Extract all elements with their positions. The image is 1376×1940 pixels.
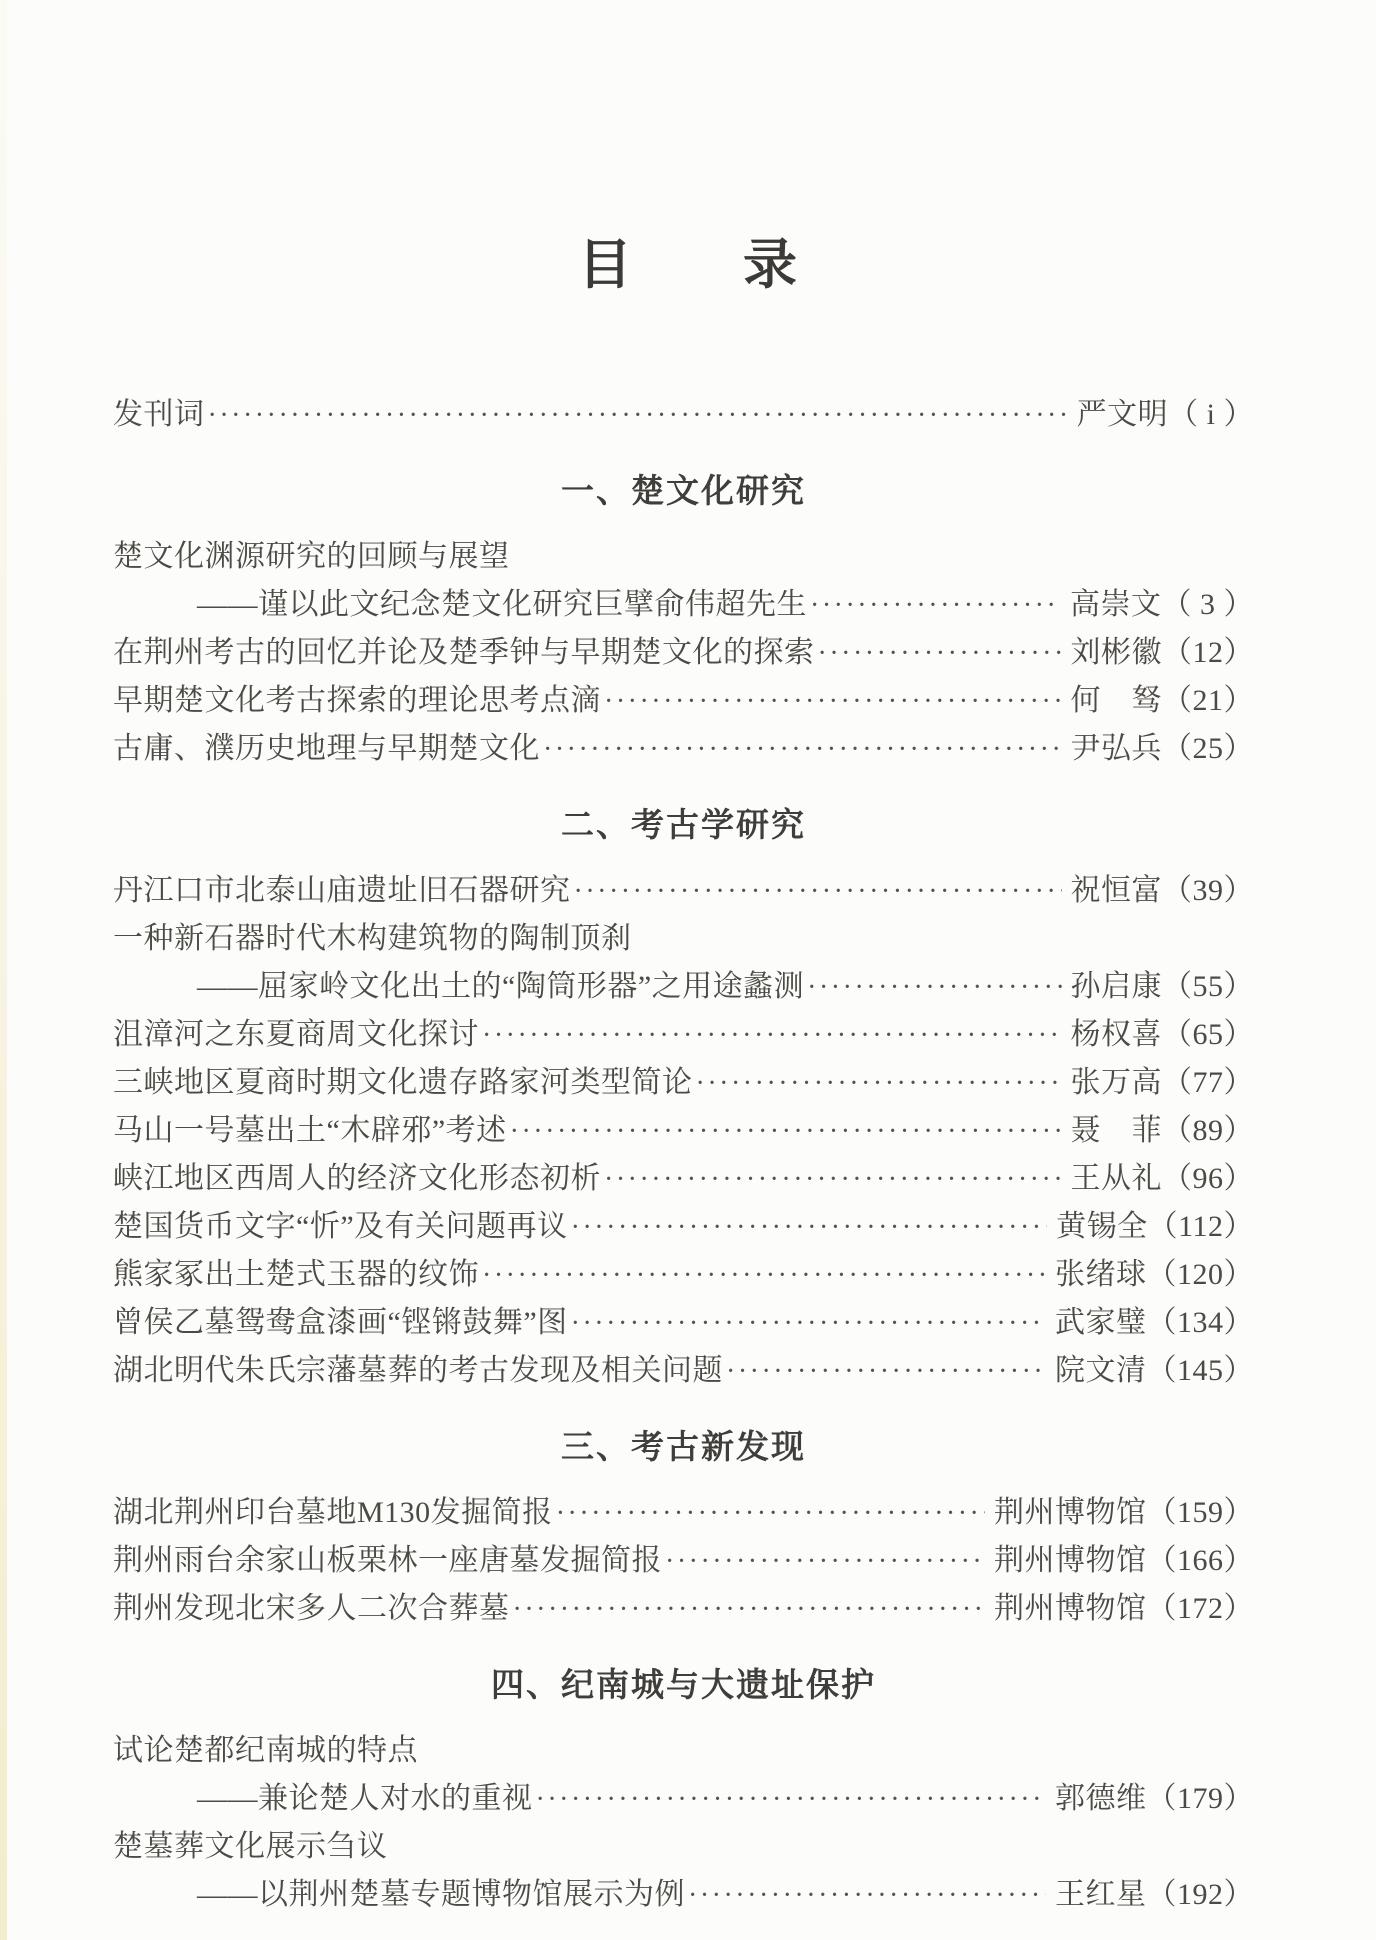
toc-entry-author: 院文清 (1055, 1354, 1147, 1387)
toc-entry-credit (988, 1537, 1254, 1585)
toc-entry-credit (1065, 963, 1255, 1011)
toc-entry-row (113, 391, 1254, 439)
toc-entry-page: （96） (1162, 1162, 1254, 1195)
toc-entry-title: 峡江地区西周人的经济文化形态初析 (113, 1162, 601, 1195)
toc-entry-page: （39） (1162, 874, 1254, 907)
toc-entry-subtitle: ——屈家岭文化出土的“陶筒形器”之用途蠡测 (197, 970, 805, 1003)
toc-entry-page: （12） (1162, 636, 1254, 669)
dot-leader (208, 392, 1068, 440)
dot-leader (726, 1348, 1046, 1396)
section-heading: 一、楚文化研究 (561, 472, 806, 509)
toc-entry-author: 王红星 (1055, 1878, 1147, 1911)
toc-entry-author: 孙启康 (1070, 970, 1162, 1003)
toc-entry-page: （55） (1162, 970, 1254, 1003)
toc-entry-row (113, 725, 1254, 773)
toc-entry-title: 在荆州考古的回忆并论及楚季钟与早期楚文化的探索 (113, 636, 815, 669)
toc-entry-row (113, 1871, 1254, 1919)
toc-entry-page: （179） (1146, 1782, 1254, 1815)
toc-entry-page: （25） (1162, 732, 1254, 765)
toc-entry-row (113, 629, 1254, 677)
toc-entry-author: 何 驽 (1070, 684, 1162, 717)
toc-entry-credit (988, 1585, 1254, 1633)
toc-entry-title: 曾侯乙墓鸳鸯盒漆画“铿锵鼓舞”图 (113, 1306, 568, 1339)
toc-entry-row (113, 1347, 1254, 1395)
toc-entry-credit (1050, 1203, 1254, 1251)
dot-leader (482, 1012, 1062, 1060)
toc-entry-page: （192） (1146, 1878, 1254, 1911)
toc-entry-title: 发刊词 (113, 398, 205, 431)
toc-entry-credit (1049, 1299, 1254, 1347)
toc-entry-credit (1065, 1011, 1255, 1059)
dot-leader (556, 1490, 985, 1538)
toc-entry-credit (1049, 1347, 1254, 1395)
dot-leader (574, 868, 1062, 916)
dot-leader (604, 1156, 1062, 1204)
dot-leader (807, 964, 1061, 1012)
toc-entry-author: 武家璧 (1055, 1306, 1147, 1339)
toc-entry-title: 沮漳河之东夏商周文化探讨 (113, 1018, 479, 1051)
toc-entry-page: （166） (1146, 1544, 1254, 1577)
toc-entry-subtitle: ——谨以此文纪念楚文化研究巨擘俞伟超先生 (197, 588, 807, 621)
toc-entry-title: 古庸、濮历史地理与早期楚文化 (113, 732, 540, 765)
toc-entry-credit (1065, 629, 1255, 677)
dot-leader (543, 726, 1062, 774)
toc-entry-author: 荆州博物馆 (994, 1592, 1147, 1625)
section-heading: 二、考古学研究 (561, 806, 806, 843)
toc-entry-row (113, 1537, 1254, 1585)
toc-entry-title: 楚墓葬文化展示刍议 (113, 1830, 388, 1863)
toc-section-entries (113, 1489, 1254, 1633)
toc-entry-credit (1065, 1155, 1255, 1203)
toc-entry-author: 尹弘兵 (1070, 732, 1162, 765)
toc-entry-page: （120） (1146, 1258, 1254, 1291)
toc-front-entries (113, 391, 1254, 439)
toc-section (113, 1659, 1254, 1919)
dot-leader (571, 1204, 1047, 1252)
toc-entry-title: 荆州发现北宋多人二次合葬墓 (113, 1592, 510, 1625)
dot-leader (536, 1776, 1047, 1824)
dot-leader (688, 1872, 1046, 1920)
toc-entry-page: （ i ） (1168, 398, 1254, 431)
toc-entry-title: 早期楚文化考古探索的理论思考点滴 (113, 684, 601, 717)
dot-leader (513, 1586, 986, 1634)
toc-entry-credit (1064, 581, 1254, 629)
toc-entry-page: （159） (1146, 1496, 1254, 1529)
toc-entry-subtitle: ——兼论楚人对水的重视 (197, 1782, 533, 1815)
toc-entry-row (113, 533, 1254, 581)
toc-entry-title: 试论楚都纪南城的特点 (113, 1734, 418, 1767)
toc-entry-row (113, 963, 1254, 1011)
toc-entry-row (113, 1251, 1254, 1299)
toc-entry-row (113, 1823, 1254, 1871)
toc-section (113, 465, 1254, 773)
toc-entry-page: （112） (1147, 1210, 1254, 1243)
dot-leader (571, 1300, 1046, 1348)
toc-entry-author: 祝恒富 (1070, 874, 1162, 907)
toc-entry-page: （134） (1146, 1306, 1254, 1339)
toc-entry-credit (988, 1489, 1254, 1537)
toc-entry-subtitle: ——以荆州楚墓专题博物馆展示为例 (197, 1878, 685, 1911)
toc-entry-credit (1071, 391, 1254, 439)
toc-entry-author: 荆州博物馆 (994, 1496, 1147, 1529)
toc-entry-author: 张万高 (1070, 1066, 1162, 1099)
toc-entry-row (113, 1489, 1254, 1537)
dot-leader (510, 1108, 1062, 1156)
dot-leader (696, 1060, 1062, 1108)
toc-entry-row (113, 1203, 1254, 1251)
toc-entry-row (113, 1059, 1254, 1107)
toc-entry-page: （89） (1162, 1114, 1254, 1147)
dot-leader (818, 630, 1062, 678)
toc-entry-credit (1049, 1871, 1254, 1919)
toc-entry-row (113, 1299, 1254, 1347)
toc-entry-author: 杨权喜 (1070, 1018, 1162, 1051)
toc-entry-page: （77） (1162, 1066, 1254, 1099)
toc-section (113, 799, 1254, 1395)
toc-entry-page: （ 3 ） (1161, 588, 1254, 621)
page-title: 目 录 (578, 235, 798, 295)
toc-entry-credit (1049, 1251, 1254, 1299)
toc-entry-author: 郭德维 (1055, 1782, 1147, 1815)
toc-entry-author: 聂 菲 (1070, 1114, 1162, 1147)
toc-entry-title: 荆州雨台余家山板栗林一座唐墓发掘简报 (113, 1544, 662, 1577)
toc-entry-author: 刘彬徽 (1070, 636, 1162, 669)
toc-entry-credit (1065, 1059, 1255, 1107)
toc-section (113, 1421, 1254, 1633)
dot-leader (604, 678, 1062, 726)
toc-entry-title: 楚文化渊源研究的回顾与展望 (113, 540, 510, 573)
dot-leader (810, 582, 1061, 630)
toc-entry-author: 严文明 (1076, 398, 1169, 431)
toc-entry-row (113, 581, 1254, 629)
toc-entry-row (113, 1585, 1254, 1633)
toc-entry-row (113, 1775, 1254, 1823)
toc-entry-title: 熊家冢出土楚式玉器的纹饰 (113, 1258, 479, 1291)
toc-entry-title: 三峡地区夏商时期文化遗存路家河类型简论 (113, 1066, 693, 1099)
toc-entry-row (113, 1727, 1254, 1775)
toc-entry-title: 丹江口市北泰山庙遗址旧石器研究 (113, 874, 571, 907)
toc-section-entries (113, 533, 1254, 773)
toc-entry-row (113, 867, 1254, 915)
toc-entry-row (113, 915, 1254, 963)
toc-entry-credit (1049, 1775, 1254, 1823)
toc-entry-title: 马山一号墓出土“木辟邪”考述 (113, 1114, 507, 1147)
toc-entry-credit (1065, 677, 1255, 725)
section-heading: 三、考古新发现 (561, 1428, 806, 1465)
toc-entry-author: 黄锡全 (1056, 1210, 1148, 1243)
toc-content (113, 391, 1254, 1919)
toc-entry-page: （65） (1162, 1018, 1254, 1051)
toc-entry-row (113, 1107, 1254, 1155)
toc-section-entries (113, 1727, 1254, 1919)
toc-entry-row (113, 1011, 1254, 1059)
toc-entry-title: 一种新石器时代木构建筑物的陶制顶刹 (113, 922, 632, 955)
toc-entry-credit (1065, 1107, 1255, 1155)
section-heading: 四、纪南城与大遗址保护 (491, 1666, 876, 1703)
toc-entry-author: 王从礼 (1070, 1162, 1162, 1195)
toc-entry-credit (1065, 725, 1255, 773)
toc-entry-credit (1065, 867, 1255, 915)
dot-leader (482, 1252, 1046, 1300)
toc-entry-author: 高崇文 (1070, 588, 1162, 621)
toc-entry-page: （21） (1162, 684, 1254, 717)
toc-entry-title: 湖北荆州印台墓地M130发掘简报 (113, 1496, 553, 1529)
dot-leader (665, 1538, 985, 1586)
toc-entry-title: 湖北明代朱氏宗藩墓葬的考古发现及相关问题 (113, 1354, 723, 1387)
toc-entry-row (113, 1155, 1254, 1203)
toc-entry-page: （172） (1146, 1592, 1254, 1625)
toc-entry-author: 荆州博物馆 (994, 1544, 1147, 1577)
toc-entry-title: 楚国货币文字“忻”及有关问题再议 (113, 1210, 568, 1243)
toc-entry-author: 张绪球 (1055, 1258, 1147, 1291)
toc-entry-page: （145） (1146, 1354, 1254, 1387)
toc-section-entries (113, 867, 1254, 1395)
toc-entry-row (113, 677, 1254, 725)
